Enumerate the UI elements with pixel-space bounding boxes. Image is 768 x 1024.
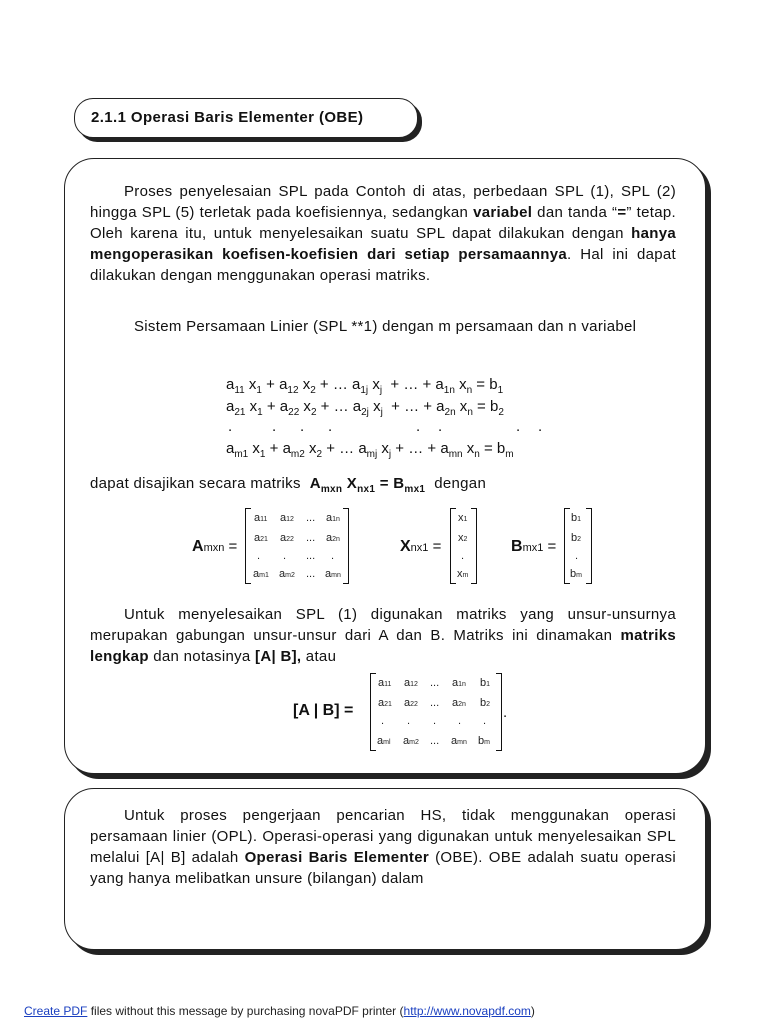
- footer-text: files without this message by purchasing novaPDF printer (: [87, 1004, 404, 1018]
- equation-row-m: $a_{m1}$ $x_1 + a_{m2}$ $x_2$ + … $a_{mj}$ $x_j$ + … + $a_{mn}$ $x_n = b_m$: [226, 440, 514, 460]
- intro-run: variabel: [473, 204, 533, 221]
- matrix-a: a11 a12 ... a1n a21 a22 ... a2n . . ... . am1 am2 ... amn: [245, 508, 349, 584]
- augmented-run: [A| B],: [255, 648, 302, 665]
- matrix-form-prefix: dapat disajikan secara matriks: [90, 475, 301, 492]
- matrix-form-suffix: dengan: [434, 475, 487, 492]
- paragraph-obe: [90, 805, 676, 889]
- obe-run: (OBE). OBE adalah suatu operasi yang hanya melibatkan unsure (bilangan) dalam: [90, 849, 676, 887]
- augmented-label: [A | B] =: [293, 702, 354, 719]
- matrix-a-label: Amxn =: [192, 538, 238, 555]
- obe-run: Operasi Baris Elementer: [244, 849, 429, 866]
- intro-run: =: [617, 204, 627, 221]
- augmented-run: dan notasinya: [148, 648, 256, 665]
- section-title: 2.1.1 Operasi Baris Elementer (OBE): [91, 109, 364, 126]
- intro-run: . Hal ini dapat dilakukan dengan menggunakan operasi matriks.: [90, 246, 676, 284]
- paragraph-matrix-form: dapat disajikan secara matriks $A_{mxn}$ $X_{nx1} = B_{mx1}$ dengan: [90, 475, 487, 495]
- create-pdf-link[interactable]: Create PDF: [24, 1004, 88, 1018]
- augmented-matrix: a11 a12 ... a1n b1 a21 a22 ... a2n b2 . . . . . aml am2 ... amn bm: [370, 673, 502, 751]
- paragraph-augmented: [90, 604, 676, 667]
- section-title-box: [74, 98, 418, 138]
- novapdf-link[interactable]: http://www.novapdf.com: [403, 1004, 531, 1018]
- intro-run: dan tanda “: [532, 204, 618, 221]
- matrix-b-label: Bmx1 =: [511, 538, 557, 555]
- augmented-run: matriks lengkap: [90, 627, 676, 665]
- equation-dots-row: . . . . . . . .: [228, 418, 543, 435]
- equation-row-2: $a_{21}$ $x_1 + a_{22}$ $x_2$ + … $a_{2j}$ $x_j$ + … + $a_{2n}$ $x_n = b_2$: [226, 398, 504, 418]
- augmented-tail: .: [503, 704, 508, 721]
- intro-run: hanya mengoperasikan koefisen-koefisien dari setiap persamaannya: [90, 225, 676, 263]
- intro-run: Proses penyelesaian SPL pada Contoh di atas, perbedaan SPL (1), SPL (2) hingga SPL (5) terletak pada koefisiennya, sedangkan: [90, 183, 676, 221]
- matrix-b: b1 b2 . bm: [564, 508, 592, 584]
- obe-run: Untuk proses pengerjaan pencarian HS, tidak menggunakan operasi persamaan linier (OPL). Operasi-operasi yang digunakan untuk menyelesaikan SPL melalui [A| B] adalah: [90, 807, 676, 866]
- footer-tail: ): [530, 1004, 535, 1018]
- pdf-footer: [24, 1004, 535, 1018]
- intro-run: ” tetap. Oleh karena itu, untuk menyelesaikan suatu SPL dapat dilakukan dengan: [90, 204, 676, 242]
- augmented-run: Untuk menyelesaikan SPL (1) digunakan matriks yang unsur-unsurnya merupakan gabungan unsur-unsur dari A dan B. Matriks ini dinamakan: [90, 606, 676, 644]
- paragraph-intro: [90, 181, 676, 286]
- equation-row-1: $a_{11}$ $x_1 + a_{12}$ $x_2$ + … $a_{1j}$ $x_j$ + … + $a_{1n}$ $x_n = b_1$: [226, 376, 504, 396]
- paragraph-spl: Sistem Persamaan Linier (SPL **1) dengan m persamaan dan n variabel: [134, 318, 637, 335]
- matrix-x: x1 x2 . xm: [450, 508, 477, 584]
- augmented-run: atau: [301, 648, 337, 665]
- matrix-x-label: Xnx1 =: [400, 538, 442, 555]
